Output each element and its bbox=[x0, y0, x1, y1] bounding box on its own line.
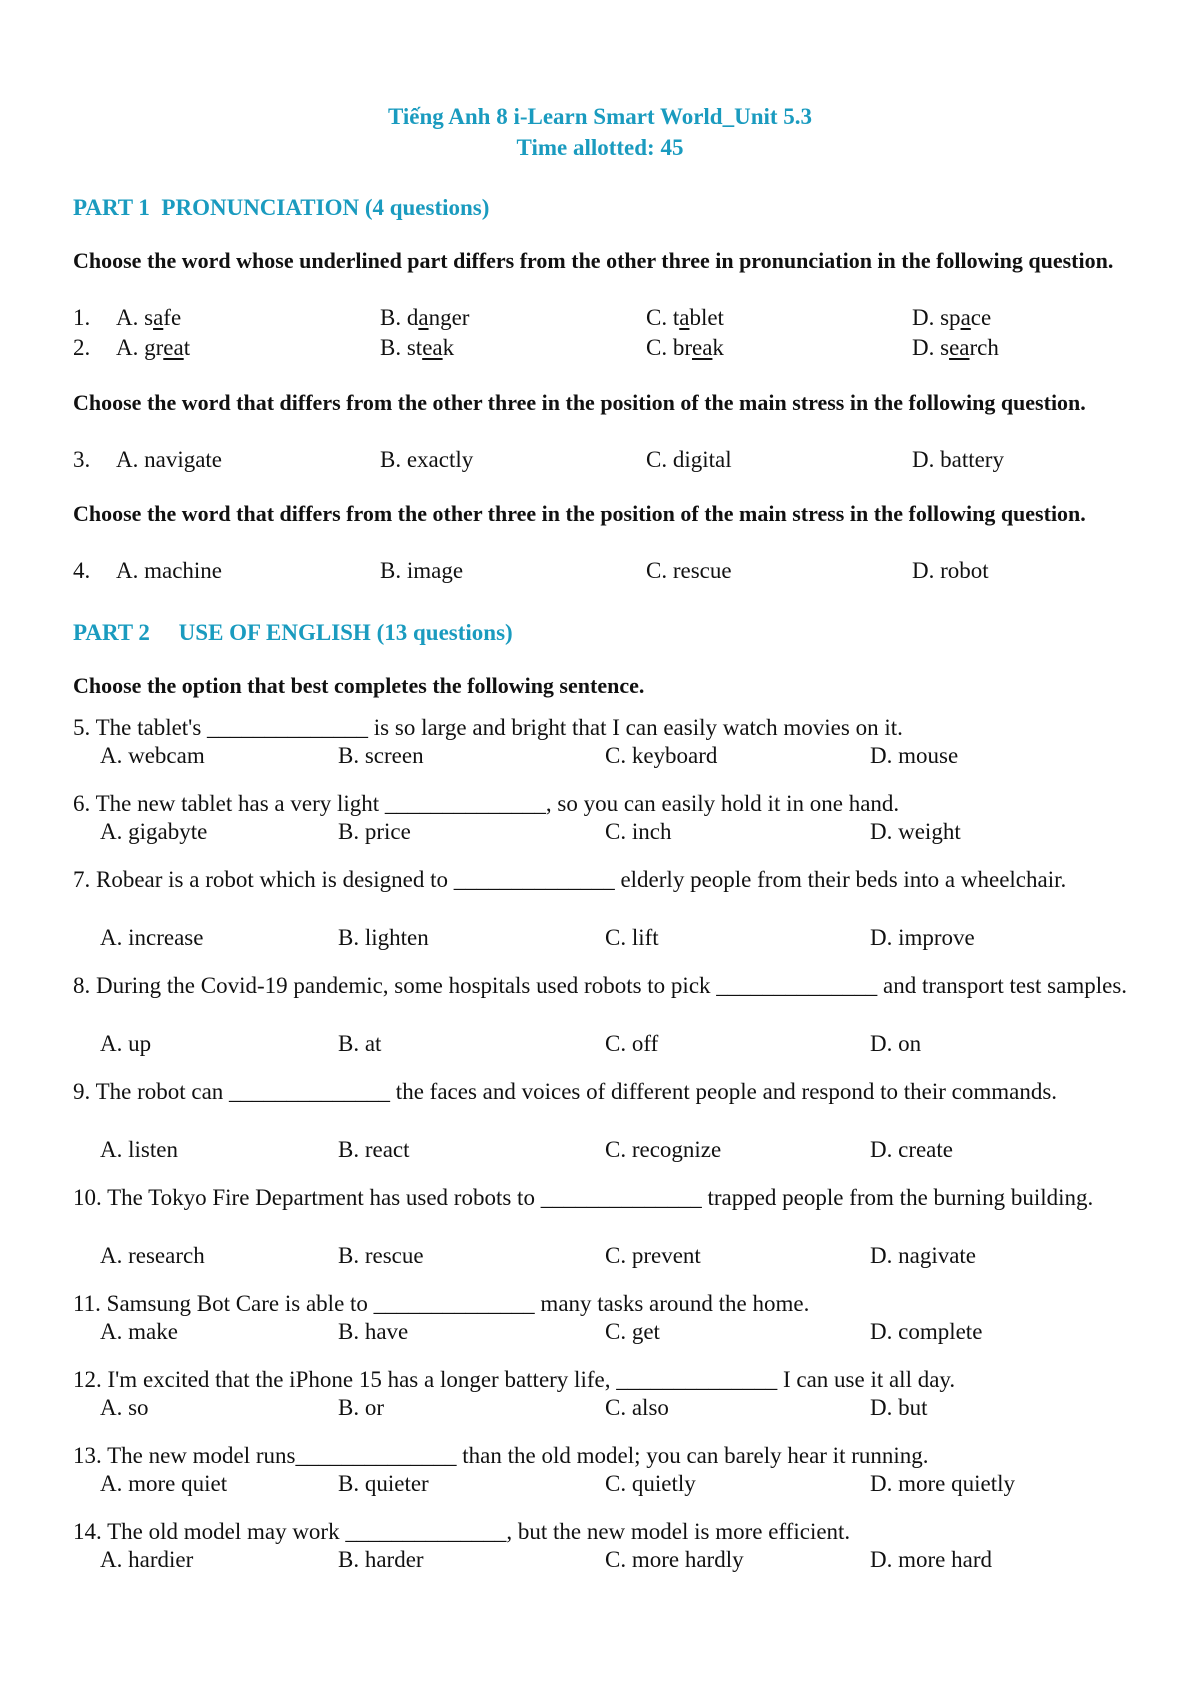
time-allotted: Time allotted: 45 bbox=[516, 135, 684, 160]
question-text: 12. I'm excited that the iPhone 15 has a longer battery life, ______________ I can use it all day. bbox=[73, 1367, 956, 1392]
option-c: C. rescue bbox=[646, 558, 732, 583]
option-c: C. inch bbox=[605, 819, 672, 844]
option-a: A. research bbox=[100, 1243, 205, 1268]
part2-instruction: Choose the option that best completes the following sentence. bbox=[73, 673, 645, 698]
part2-heading: PART 2 USE OF ENGLISH (13 questions) bbox=[73, 620, 513, 645]
option-d: D. more quietly bbox=[870, 1471, 1015, 1496]
option-d: D. create bbox=[870, 1137, 953, 1162]
option-d: D. mouse bbox=[870, 743, 959, 768]
option-a: A. machine bbox=[116, 558, 223, 583]
option-a: A. more quiet bbox=[100, 1471, 228, 1496]
option-b: B. lighten bbox=[338, 925, 429, 950]
option-d: D. search bbox=[912, 335, 999, 360]
option-a: A. hardier bbox=[100, 1547, 194, 1572]
question-text: 7. Robear is a robot which is designed to ______________ elderly people from their beds into a wheelchair. bbox=[73, 867, 1067, 892]
option-c: C. tablet bbox=[646, 305, 724, 330]
option-d: D. on bbox=[870, 1031, 922, 1056]
option-a: A. great bbox=[116, 335, 191, 360]
option-b: B. price bbox=[338, 819, 411, 844]
option-d: D. complete bbox=[870, 1319, 983, 1344]
option-c: C. more hardly bbox=[605, 1547, 744, 1572]
option-b: B. image bbox=[380, 558, 464, 583]
option-d: D. space bbox=[912, 305, 992, 330]
question-text: 14. The old model may work ______________, but the new model is more efficient. bbox=[73, 1519, 851, 1544]
question-text: 9. The robot can ______________ the faces and voices of different people and respond to their commands. bbox=[73, 1079, 1058, 1104]
option-b: B. screen bbox=[338, 743, 424, 768]
option-b: B. harder bbox=[338, 1547, 424, 1572]
option-d: D. nagivate bbox=[870, 1243, 977, 1268]
option-a: A. safe bbox=[116, 305, 182, 330]
worksheet-title: Tiếng Anh 8 i-Learn Smart World_Unit 5.3 bbox=[387, 104, 813, 129]
option-b: B. or bbox=[338, 1395, 384, 1420]
option-c: C. break bbox=[646, 335, 724, 360]
option-a: A. listen bbox=[100, 1137, 178, 1162]
option-a: A. up bbox=[100, 1031, 152, 1056]
question-text: 6. The new tablet has a very light ______________, so you can easily hold it in one hand. bbox=[73, 791, 900, 816]
question-text: 8. During the Covid-19 pandemic, some hospitals used robots to pick ______________ and transport test samples. bbox=[73, 973, 1128, 998]
option-b: B. steak bbox=[380, 335, 455, 360]
option-d: D. more hard bbox=[870, 1547, 992, 1572]
option-a: A. navigate bbox=[116, 447, 223, 472]
option-a: A. increase bbox=[100, 925, 204, 950]
question-number: 4. bbox=[73, 558, 91, 583]
question-number: 2. bbox=[73, 335, 91, 360]
option-d: D. but bbox=[870, 1395, 928, 1420]
option-b: B. quieter bbox=[338, 1471, 429, 1496]
part1-instruction-stress-2: Choose the word that differs from the other three in the position of the main stress in the following question. bbox=[73, 501, 1086, 526]
option-b: B. danger bbox=[380, 305, 470, 330]
option-c: C. off bbox=[605, 1031, 659, 1056]
option-a: A. gigabyte bbox=[100, 819, 208, 844]
option-c: C. digital bbox=[646, 447, 732, 472]
option-b: B. react bbox=[338, 1137, 410, 1162]
question-text: 13. The new model runs______________ than the old model; you can barely hear it running. bbox=[73, 1443, 929, 1468]
question-text: 5. The tablet's ______________ is so large and bright that I can easily watch movies on it. bbox=[73, 715, 903, 740]
part1-heading: PART 1 PRONUNCIATION (4 questions) bbox=[73, 195, 490, 220]
part1-instruction-stress: Choose the word that differs from the other three in the position of the main stress in the following question. bbox=[73, 390, 1086, 415]
option-d: D. weight bbox=[870, 819, 961, 844]
question-number: 1. bbox=[73, 305, 91, 330]
option-a: A. webcam bbox=[100, 743, 205, 768]
option-d: D. battery bbox=[912, 447, 1004, 472]
part1-instruction-pronunciation: Choose the word whose underlined part differs from the other three in pronunciation in the following question. bbox=[73, 248, 1114, 273]
option-c: C. lift bbox=[605, 925, 659, 950]
option-c: C. get bbox=[605, 1319, 660, 1344]
option-d: D. improve bbox=[870, 925, 975, 950]
option-c: C. recognize bbox=[605, 1137, 722, 1162]
question-text: 10. The Tokyo Fire Department has used robots to ______________ trapped people from the burning building. bbox=[73, 1185, 1094, 1210]
option-c: C. keyboard bbox=[605, 743, 718, 768]
option-d: D. robot bbox=[912, 558, 989, 583]
option-b: B. at bbox=[338, 1031, 382, 1056]
option-b: B. rescue bbox=[338, 1243, 424, 1268]
option-c: C. also bbox=[605, 1395, 669, 1420]
option-a: A. so bbox=[100, 1395, 149, 1420]
question-text: 11. Samsung Bot Care is able to ______________ many tasks around the home. bbox=[73, 1291, 810, 1316]
option-a: A. make bbox=[100, 1319, 178, 1344]
question-number: 3. bbox=[73, 447, 91, 472]
option-c: C. prevent bbox=[605, 1243, 701, 1268]
option-b: B. exactly bbox=[380, 447, 474, 472]
option-b: B. have bbox=[338, 1319, 409, 1344]
option-c: C. quietly bbox=[605, 1471, 696, 1496]
